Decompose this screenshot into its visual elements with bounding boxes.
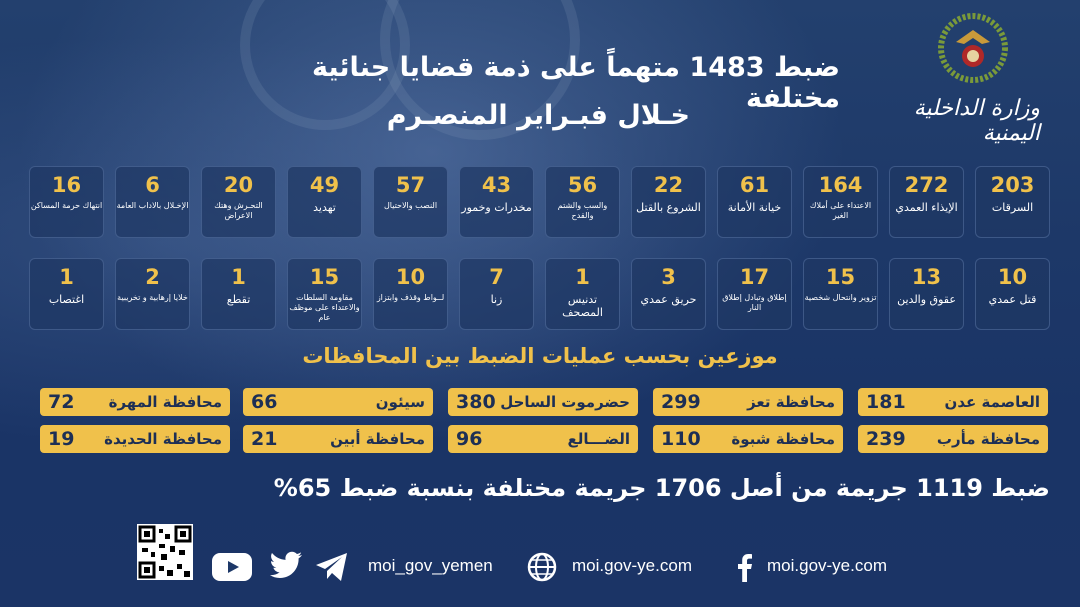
crime-stat-label: اغتصاب xyxy=(48,293,85,306)
crime-stat-label: تهديد xyxy=(313,201,336,214)
governorate-value: 181 xyxy=(866,391,906,413)
governorate-name: الضـــالع xyxy=(567,430,630,448)
governorate-pill xyxy=(243,388,433,416)
crime-stat-card xyxy=(889,258,964,330)
crime-stat-value: 2 xyxy=(145,265,160,289)
crime-stat-card xyxy=(459,166,534,238)
crime-stat-value: 203 xyxy=(990,173,1035,197)
crime-stat-value: 10 xyxy=(997,265,1028,289)
governorate-value: 21 xyxy=(251,428,278,450)
governorate-pill xyxy=(243,425,433,453)
qr-code-icon xyxy=(137,524,193,580)
crime-stat-label: السرقات xyxy=(991,201,1034,214)
governorate-value: 380 xyxy=(456,391,496,413)
governorate-value: 96 xyxy=(456,428,483,450)
crime-stat-label: تدنيس المصحف xyxy=(562,293,603,319)
crime-stat-label: زنا xyxy=(490,293,503,306)
crime-stat-value: 15 xyxy=(825,265,856,289)
crime-stat-card xyxy=(975,258,1050,330)
governorate-name: محافظة المهرة xyxy=(108,393,222,411)
crime-stat-value: 57 xyxy=(395,173,426,197)
crime-stat-card xyxy=(975,166,1050,238)
crime-stat-value: 56 xyxy=(567,173,598,197)
crime-stat-value: 10 xyxy=(395,265,426,289)
crime-stat-label: حريق عمدي xyxy=(640,293,697,306)
ministry-emblem-icon xyxy=(938,8,1008,88)
crime-stat-value: 13 xyxy=(911,265,942,289)
crime-stat-value: 6 xyxy=(145,173,160,197)
governorate-value: 19 xyxy=(48,428,75,450)
crime-stat-label: الشروع بالقتل xyxy=(636,201,701,214)
page-title: ضبط 1483 متهماً على ذمة قضايا جنائية مختلفة xyxy=(312,52,840,114)
governorate-name: محافظة مأرب xyxy=(936,430,1040,448)
governorate-name: محافظة أبين xyxy=(330,430,425,448)
crime-stat-value: 17 xyxy=(739,265,770,289)
crime-stat-card xyxy=(545,166,620,238)
governorate-pill xyxy=(653,425,843,453)
facebook-icon[interactable] xyxy=(735,552,753,582)
governorate-pill xyxy=(448,425,638,453)
crime-stat-card xyxy=(29,166,104,238)
governorate-pill xyxy=(653,388,843,416)
crime-stat-label: قتل عمدي xyxy=(988,293,1037,306)
summary-text: ضبط 1119 جريمة من أصل 1706 جريمة مختلفة بنسبة ضبط 65% xyxy=(273,474,1050,502)
crime-stat-value: 272 xyxy=(904,173,949,197)
governorate-pill xyxy=(858,388,1048,416)
page-subtitle: خـلال فبـراير المنصـرم xyxy=(386,100,690,131)
crime-stat-card xyxy=(545,258,620,330)
crime-stat-value: 3 xyxy=(661,265,676,289)
telegram-icon[interactable] xyxy=(315,552,349,582)
facebook-link[interactable]: moi.gov-ye.com xyxy=(767,556,887,575)
crime-stat-card xyxy=(803,258,878,330)
crime-stat-value: 164 xyxy=(818,173,863,197)
crime-stat-value: 16 xyxy=(51,173,82,197)
crime-stat-value: 15 xyxy=(309,265,340,289)
crime-stats-row xyxy=(29,166,1050,238)
crime-stat-label: النصب والاحتيال xyxy=(383,201,438,210)
crime-stat-card xyxy=(631,166,706,238)
crime-stat-label: الاعتداء على أملاك الغير xyxy=(809,201,872,220)
governorate-value: 110 xyxy=(661,428,701,450)
governorate-value: 299 xyxy=(661,391,701,413)
governorate-pill xyxy=(40,388,230,416)
crime-stat-label: خلايا إرهابية و تخريبية xyxy=(117,293,188,302)
website-link[interactable]: moi.gov-ye.com xyxy=(572,556,692,575)
crime-stat-label: لــواط وقذف وابتزاز xyxy=(376,293,445,302)
crime-stat-card xyxy=(717,258,792,330)
distribution-title: موزعين بحسب عمليات الضبط بين المحافظات xyxy=(302,344,778,368)
globe-icon[interactable] xyxy=(527,552,557,582)
crime-stat-value: 7 xyxy=(489,265,504,289)
crime-stat-card xyxy=(373,258,448,330)
crime-stat-value: 43 xyxy=(481,173,512,197)
crime-stat-card xyxy=(631,258,706,330)
governorate-name: سيئون xyxy=(375,393,425,411)
crime-stat-label: الإيذاء العمدي xyxy=(895,201,958,214)
crime-stat-value: 22 xyxy=(653,173,684,197)
crime-stat-card xyxy=(889,166,964,238)
crime-stat-card xyxy=(373,166,448,238)
crime-stat-label: مخدرات وخمور xyxy=(461,201,532,214)
crime-stat-label: إطلاق وتبادل إطلاق النار xyxy=(722,293,787,312)
governorate-value: 72 xyxy=(48,391,75,413)
crime-stat-card xyxy=(201,166,276,238)
crime-stat-card xyxy=(201,258,276,330)
governorate-pill xyxy=(858,425,1048,453)
crime-stat-value: 1 xyxy=(575,265,590,289)
governorate-pill xyxy=(448,388,638,416)
crime-stat-label: تزوير وانتحال شخصية xyxy=(804,293,877,302)
governorate-name: محافظة شبوة xyxy=(731,430,835,448)
crime-stat-value: 20 xyxy=(223,173,254,197)
crime-stat-label: انتهاك حرمة المساكن xyxy=(30,201,103,210)
crime-stat-label: مقاومة السلطات والاعتداء على موظف عام xyxy=(289,293,360,322)
governorate-name: محافظة الحديدة xyxy=(104,430,222,448)
governorate-value: 239 xyxy=(866,428,906,450)
crime-stat-value: 1 xyxy=(59,265,74,289)
crime-stat-value: 1 xyxy=(231,265,246,289)
youtube-icon[interactable] xyxy=(212,553,252,581)
crime-stat-card xyxy=(115,258,190,330)
governorate-name: حضرموت الساحل xyxy=(500,393,630,411)
crime-stat-label: والسب والشتم والقدح xyxy=(557,201,608,220)
crime-stat-label: الإخـلال بالاداب العامة xyxy=(116,201,189,210)
crime-stat-card xyxy=(459,258,534,330)
crime-stat-card xyxy=(115,166,190,238)
governorate-value: 66 xyxy=(251,391,278,413)
crime-stat-card xyxy=(717,166,792,238)
crime-stat-card xyxy=(287,166,362,238)
crime-stat-value: 61 xyxy=(739,173,770,197)
crime-stat-label: تقطع xyxy=(226,293,251,306)
crime-stats-row xyxy=(29,258,1050,330)
governorate-name: محافظة تعز xyxy=(747,393,835,411)
governorate-pill xyxy=(40,425,230,453)
telegram-handle[interactable]: moi_gov_yemen xyxy=(368,556,493,575)
crime-stat-card xyxy=(29,258,104,330)
crime-stat-value: 49 xyxy=(309,173,340,197)
governorate-name: العاصمة عدن xyxy=(944,393,1040,411)
ministry-name: وزارة الداخلية اليمنية xyxy=(913,96,1040,146)
crime-stat-label: عقوق والدين xyxy=(897,293,956,306)
crime-stat-label: التحـرش وهتك الاعراض xyxy=(214,201,263,220)
twitter-icon[interactable] xyxy=(269,551,303,581)
crime-stat-card xyxy=(287,258,362,330)
crime-stat-card xyxy=(803,166,878,238)
crime-stat-label: خيانة الأمانة xyxy=(727,201,782,214)
